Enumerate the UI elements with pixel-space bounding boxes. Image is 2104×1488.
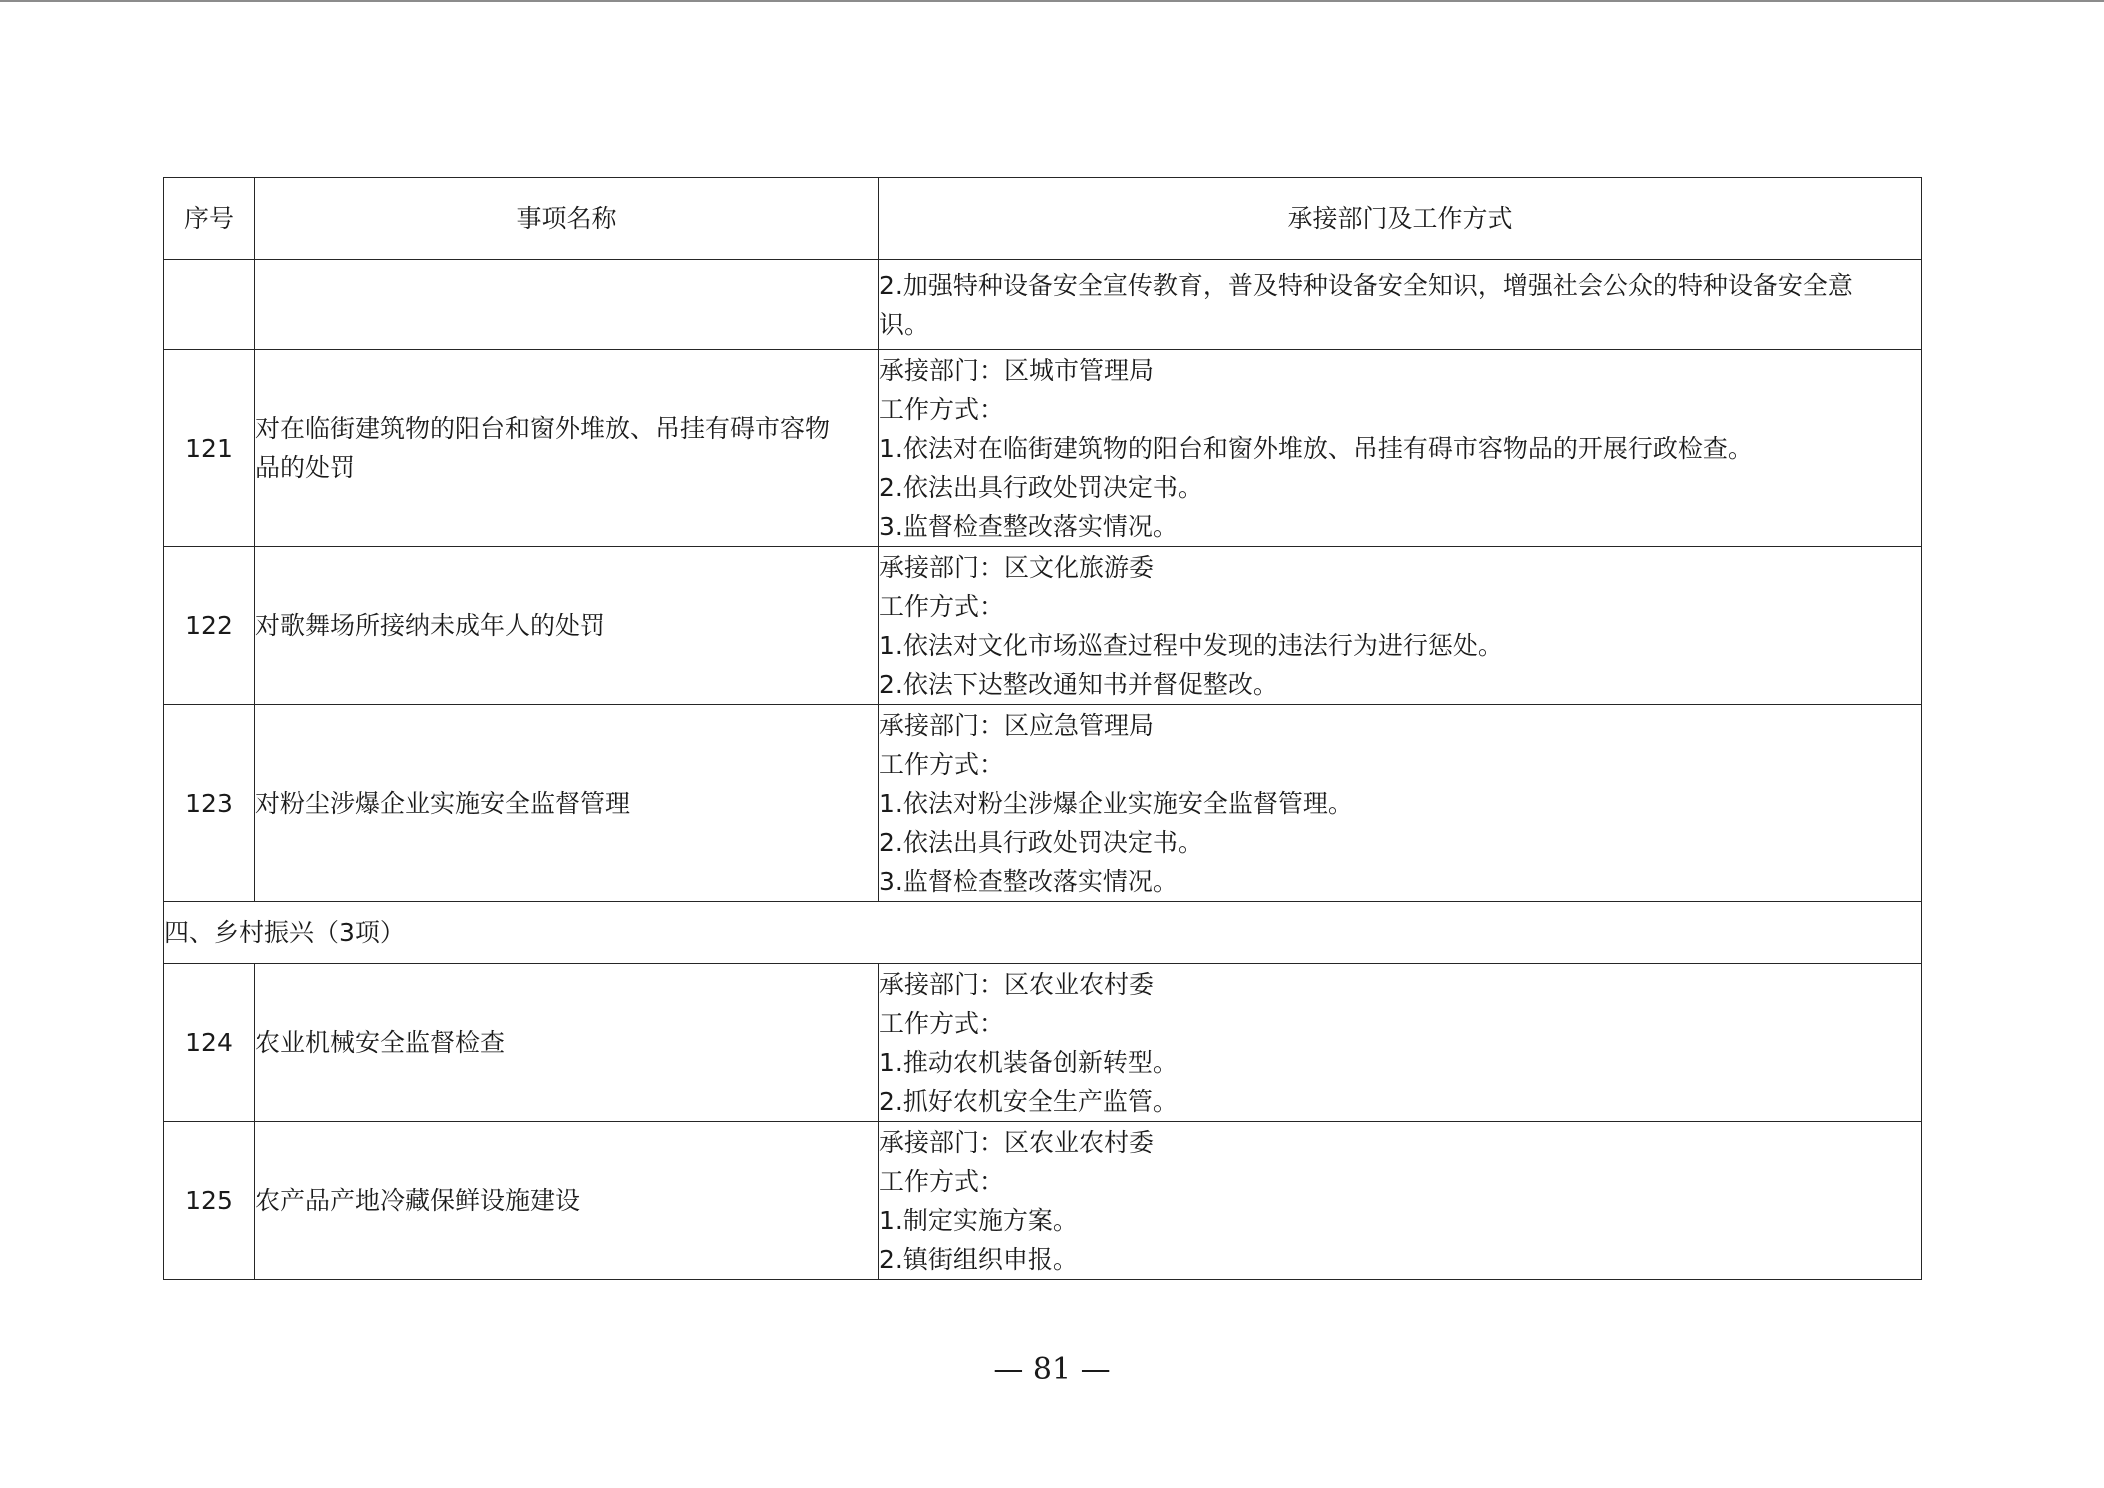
item-name [255,547,879,705]
page-number: — 81 — [993,1352,1111,1387]
table-row [164,350,1922,547]
row-num-cell [164,260,255,350]
detail-line: 3.监督检查整改落实情况。 [879,866,1178,896]
table-row-continued [164,260,1922,350]
items-table [163,177,1922,1280]
table-row [164,705,1922,902]
detail-line: 工作方式： [879,1166,1005,1196]
detail-line: 工作方式： [879,591,1005,621]
detail-line: 工作方式： [879,1008,1005,1038]
dept-and-method [879,705,1922,902]
detail-line: 2.依法出具行政处罚决定书。 [879,827,1203,857]
top-border-rule [0,0,2104,2]
row-name-cell [255,260,879,350]
item-name [255,964,879,1122]
detail-line: 工作方式： [879,394,1005,424]
item-name-line: 对在临街建筑物的阳台和窗外堆放、吊挂有碍市容物 [255,414,831,443]
row-number: 123 [164,705,255,902]
detail-line: 1.依法对粉尘涉爆企业实施安全监督管理。 [879,788,1353,818]
detail-line: 承接部门：区农业农村委 [879,1127,1155,1157]
detail-line: 1.制定实施方案。 [879,1205,1078,1235]
dept-and-method [879,547,1922,705]
detail-line: 1.依法对在临街建筑物的阳台和窗外堆放、吊挂有碍市容物品的开展行政检查。 [879,433,1753,463]
detail-line: 承接部门：区城市管理局 [879,355,1155,385]
detail-line: 2.加强特种设备安全宣传教育，普及特种设备安全知识，增强社会公众的特种设备安全意 [879,270,1853,300]
dept-and-method [879,1122,1922,1280]
item-name [255,1122,879,1280]
header-num: 序号 [164,178,255,260]
item-name-line: 对粉尘涉爆企业实施安全监督管理 [255,788,631,818]
detail-line: 2.抓好农机安全生产监管。 [879,1086,1178,1116]
detail-line: 2.依法下达整改通知书并督促整改。 [879,669,1278,699]
header-row [164,178,1922,260]
detail-line: 承接部门：区应急管理局 [879,710,1155,740]
header-name: 事项名称 [255,178,879,260]
detail-line: 3.监督检查整改落实情况。 [879,511,1178,541]
row-number: 125 [164,1122,255,1280]
row-number: 124 [164,964,255,1122]
table-row [164,1122,1922,1280]
dept-and-method [879,964,1922,1122]
section-row [164,902,1922,964]
detail-line: 识。 [879,309,930,339]
item-name-line: 品的处罚 [255,453,356,482]
item-name [255,350,879,547]
row-number: 121 [164,350,255,547]
dept-and-method [879,350,1922,547]
section-title: 四、乡村振兴（3项） [164,902,1922,964]
detail-line: 1.推动农机装备创新转型。 [879,1047,1178,1077]
detail-line: 2.依法出具行政处罚决定书。 [879,472,1203,502]
table-row [164,964,1922,1122]
detail-line: 2.镇街组织申报。 [879,1244,1078,1274]
detail-line: 承接部门：区文化旅游委 [879,552,1155,582]
detail-line: 工作方式： [879,749,1005,779]
item-name-line: 对歌舞场所接纳未成年人的处罚 [255,611,606,640]
item-name [255,705,879,902]
header-dept: 承接部门及工作方式 [879,178,1922,260]
item-name-line: 农产品产地冷藏保鲜设施建设 [255,1186,581,1215]
detail-line: 承接部门：区农业农村委 [879,969,1155,999]
table-row [164,547,1922,705]
item-name-line: 农业机械安全监督检查 [255,1028,506,1057]
detail-line: 1.依法对文化市场巡查过程中发现的违法行为进行惩处。 [879,630,1503,660]
row-number: 122 [164,547,255,705]
row-detail-cell [879,260,1922,350]
